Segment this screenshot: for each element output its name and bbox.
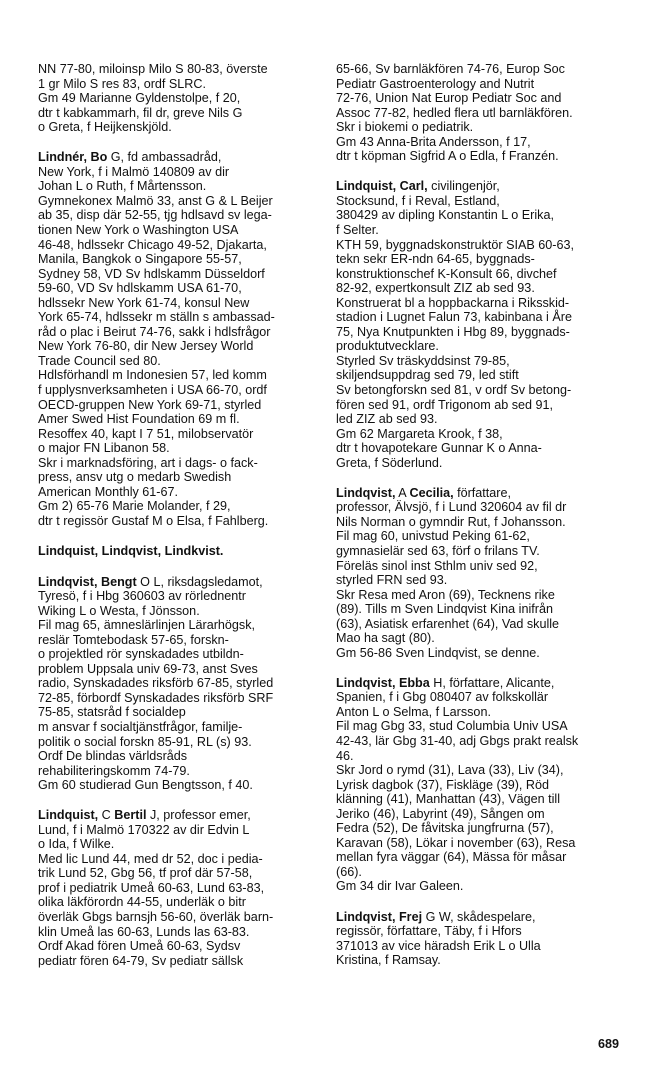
text-line: Wiking L o Westa, f Jönsson. [38, 603, 200, 618]
text-line: NN 77-80, miloinsp Milo S 80-83, överste [38, 62, 268, 76]
text-line: råd o plac i Beirut 74-76, sakk i hdlsfrågor [38, 324, 271, 339]
entry-head-rest: H, författare, Alicante, [429, 675, 555, 690]
text-line: rehabiliteringskomm 74-79. [38, 763, 190, 778]
entry-head-rest: J, professor emer, [146, 808, 251, 823]
entry-head-rest: G W, skådespelare, [422, 909, 536, 924]
entry-head-rest: O L, riksdagsledamot, [136, 574, 263, 589]
text-line: Ordf De blindas världsråds [38, 749, 188, 764]
text-line: Lyrisk dagbok (37), Fiskläge (39), Röd [336, 777, 550, 792]
text-line: gymnasielär sed 63, förf o frilans TV. [336, 543, 540, 558]
entry-head-line [38, 808, 338, 823]
text-line: dtr t regissör Gustaf M o Elsa, f Fahlberg. [38, 513, 269, 528]
text-line: o major FN Libanon 58. [38, 441, 170, 456]
text-line: Föreläs sinol inst Sthlm univ sed 92, [336, 558, 538, 573]
entry-headword: Lindnér, Bo [38, 150, 108, 165]
text-line: 65-66, Sv barnläkfören 74-76, Europ Soc [336, 62, 565, 76]
entry-head-initial: C [98, 808, 115, 823]
text-line: 380429 av dipling Konstantin L o Erika, [336, 208, 554, 223]
text-line: Gm 62 Margareta Krook, f 38, [336, 426, 503, 441]
page-number: 689 [598, 1037, 620, 1051]
entry-head-line [38, 575, 338, 590]
entry-headword: Lindqvist, [336, 485, 396, 500]
text-line: ab 35, disp där 52-55, tjg hdlsavd sv lega- [38, 208, 272, 223]
text-line: press, ansv utg o medarb Swedish [38, 470, 232, 485]
entry-head-rest: civilingenjör, [427, 179, 500, 194]
text-line: Jeriko (46), Labyrint (49), Sången om [336, 806, 545, 821]
text-line: 46. [336, 748, 354, 763]
text-line: Skr Resa med Aron (69), Tecknens rike [336, 587, 555, 602]
text-line: tionen New York o Washington USA [38, 222, 239, 237]
text-line: led ZIZ ab sed 93. [336, 412, 438, 427]
text-line: Karavan (58), Lökar i november (63), Resa [336, 835, 576, 850]
entry-head-line [336, 486, 636, 501]
entry-lindqvist-cecilia [336, 486, 636, 661]
text-line: KTH 59, byggnadskonstruktör SIAB 60-63, [336, 237, 575, 252]
text-line: klin Umeå las 60-63, Lunds las 63-83. [38, 924, 250, 939]
entry-continuation [336, 62, 636, 164]
text-line: New York 76-80, dir New Jersey World [38, 339, 254, 354]
text-line: Spanien, f i Gbg 080407 av folkskollär [336, 690, 549, 705]
text-line: Skr Jord o rymd (31), Lava (33), Liv (34), [336, 763, 564, 778]
text-line: 371013 av vice häradsh Erik L o Ulla [336, 938, 541, 953]
text-line: Skr i biokemi o pediatrik. [336, 120, 474, 135]
text-line: Stocksund, f i Reval, Estland, [336, 193, 500, 208]
text-line: produktutvecklare. [336, 339, 439, 354]
text-line: 75-85, statsråd f socialdep [38, 705, 186, 720]
text-line: Resoffex 40, kapt I 7 51, milobservatör [38, 426, 254, 441]
text-line: o Ida, f Wilke. [38, 837, 115, 852]
text-line: Greta, f Söderlund. [336, 455, 443, 470]
entry-headword-given: Cecilia, [409, 485, 454, 500]
entry-headword: Lindquist, [38, 808, 99, 823]
text-line: regissör, författare, Täby, f i Hfors [336, 924, 522, 939]
text-line: Hdlsförhandl m Indonesien 57, led komm [38, 368, 267, 383]
text-line: Kristina, f Ramsay. [336, 953, 441, 968]
text-line: f upplysnverksamheten i USA 66-70, ordf [38, 382, 267, 397]
text-line: tekn sekr ER-ndn 64-65, byggnads- [336, 252, 535, 267]
section-heading: Lindquist, Lindqvist, Lindkvist. [38, 543, 224, 558]
entry-lindqvist-ebba [336, 676, 636, 894]
text-line: 42-43, lär Gbg 31-40, adj Gbgs prakt realsk [336, 734, 579, 749]
entry-headword-given: Bertil [114, 808, 147, 823]
text-line: American Monthly 61-67. [38, 484, 178, 499]
text-line: Trade Council sed 80. [38, 353, 161, 368]
entry-head-line [336, 179, 636, 194]
text-line: (66). [336, 864, 362, 879]
entry-lindquist-bertil [38, 808, 338, 968]
entry-headword: Lindqvist, Ebba [336, 675, 430, 690]
text-line: m ansvar f socialtjänstfrågor, familje- [38, 719, 243, 734]
text-line: Gm 34 dir Ivar Galeen. [336, 879, 464, 894]
text-line: (63), Asiatisk erfarenhet (64), Vad skulle [336, 616, 560, 631]
text-line: Lund, f i Malmö 170322 av dir Edvin L [38, 822, 250, 837]
entry-headword: Lindqvist, Bengt [38, 574, 137, 589]
left-column [38, 62, 338, 984]
entry-lindqvist-frej [336, 910, 636, 968]
text-line: Fil mag 60, univstud Peking 61-62, [336, 529, 530, 544]
entry-head-initial: A [395, 485, 410, 500]
text-line: politik o social forskn 85-91, RL (s) 93. [38, 734, 252, 749]
text-line: Gm 60 studierad Gun Bengtsson, f 40. [38, 778, 253, 793]
text-line: styrled FRN sed 93. [336, 573, 448, 588]
text-line: York 65-74, hdlssekr m ställn s ambassad- [38, 310, 275, 325]
text-line: f Selter. [336, 222, 379, 237]
text-line: Ordf Akad fören Umeå 60-63, Sydsv [38, 939, 241, 954]
text-line: mellan fyra väggar (64), Mässa för måsar [336, 850, 567, 865]
text-line: reslär Tomtebodask 57-65, forskn- [38, 632, 229, 647]
text-line: o Greta, f Heijkenskjöld. [38, 120, 172, 135]
text-line: OECD-gruppen New York 69-71, styrled [38, 397, 262, 412]
text-line: olika läkförordn 44-55, underläk o bitr [38, 895, 246, 910]
text-line: pediatr fören 64-79, Sv pediatr sällsk [38, 953, 244, 968]
text-line: dtr t hovapotekare Gunnar K o Anna- [336, 441, 542, 456]
text-line: Mao ha sagt (80). [336, 631, 435, 646]
text-line: Pediatr Gastroenterology and Nutrit [336, 76, 535, 91]
text-line: hdlssekr New York 61-74, konsul New [38, 295, 250, 310]
text-line: konstruktionschef K-Konsult 66, divchef [336, 266, 557, 281]
text-line: Amer Swed Hist Foundation 69 m fl. [38, 412, 240, 427]
text-line: Anton L o Selma, f Larsson. [336, 704, 491, 719]
entry-continuation [38, 62, 338, 135]
text-line: 59-60, VD Sv hdlskamm USA 61-70, [38, 281, 242, 296]
entry-lindquist-carl [336, 179, 636, 470]
entry-headword: Lindquist, Carl, [336, 179, 428, 194]
entry-lindqvist-bengt [38, 575, 338, 793]
text-line: Skr i marknadsföring, art i dags- o fack- [38, 455, 258, 470]
text-line: 72-85, förbordf Synskadades riksförb SRF [38, 690, 274, 705]
entry-head-rest: G, fd ambassadråd, [107, 150, 222, 165]
text-line: professor, Älvsjö, f i Lund 320604 av fil dr [336, 500, 567, 515]
text-line: New York, f i Malmö 140809 av dir [38, 164, 230, 179]
text-line: Manila, Bangkok o Singapore 55-57, [38, 252, 242, 267]
text-line: (89). Tills m Sven Lindqvist Kina inifrån [336, 602, 553, 617]
text-line: Johan L o Ruth, f Mårtensson. [38, 179, 207, 194]
text-line: 1 gr Milo S res 83, ordf SLRC. [38, 76, 206, 91]
text-line: stadion i Lugnet Falun 73, kabinbana i Åre [336, 310, 572, 325]
text-line: Gm 43 Anna-Brita Andersson, f 17, [336, 134, 531, 149]
text-line: Med lic Lund 44, med dr 52, doc i pedia- [38, 851, 263, 866]
text-line: Gymnekonex Malmö 33, anst G & L Beijer [38, 193, 273, 208]
entry-headword: Lindqvist, Frej [336, 909, 423, 924]
text-line: Assoc 77-82, hedled flera utl barnläkfören. [336, 105, 573, 120]
text-line: trik Lund 52, Gbg 56, tf prof där 57-58, [38, 866, 253, 881]
text-line: prof i pediatrik Umeå 60-63, Lund 63-83, [38, 880, 265, 895]
text-line: överläk Gbgs barnsjh 56-60, överläk barn- [38, 910, 274, 925]
text-line: Gm 56-86 Sven Lindqvist, se denne. [336, 645, 540, 660]
text-line: radio, Synskadades riksförb 67-85, styrled [38, 676, 274, 691]
text-line: Konstruerat bl a hoppbackarna i Riksskid- [336, 295, 570, 310]
text-line: Fil mag 65, ämneslärlinjen Lärarhögsk, [38, 618, 255, 633]
text-line: fören sed 91, ordf Trigonom ab sed 91, [336, 397, 554, 412]
entry-head-line [38, 150, 338, 165]
text-line: dtr t kabkammarh, fil dr, greve Nils G [38, 105, 243, 120]
text-line: problem Uppsala univ 69-73, anst Sves [38, 661, 258, 676]
text-line: 46-48, hdlssekr Chicago 49-52, Djakarta, [38, 237, 267, 252]
entry-head-line [336, 910, 636, 925]
text-line: Sydney 58, VD Sv hdlskamm Düsseldorf [38, 266, 265, 281]
text-line: Nils Norman o gymndir Rut, f Johansson. [336, 514, 566, 529]
text-line: Tyresö, f i Hbg 360603 av rörlednentr [38, 589, 246, 604]
text-line: dtr t köpman Sigfrid A o Edla, f Franzén. [336, 149, 559, 164]
text-line: Fil mag Gbg 33, stud Columbia Univ USA [336, 719, 568, 734]
text-line: 72-76, Union Nat Europ Pediatr Soc and [336, 91, 562, 106]
right-column [336, 62, 636, 983]
entry-head-line [336, 676, 636, 691]
text-line: Fedra (52), De fåvitska jungfrurna (57), [336, 821, 554, 836]
text-line: 75, Nya Knutpunkten i Hbg 89, byggnads- [336, 324, 570, 339]
entry-head-rest: författare, [453, 485, 512, 500]
text-line: Sv betongforskn sed 81, v ordf Sv betong- [336, 382, 572, 397]
text-line: o projektled rör synskadades utbildn- [38, 647, 244, 662]
text-line: Gm 2) 65-76 Marie Molander, f 29, [38, 499, 231, 514]
entry-lindner-bo [38, 150, 338, 528]
text-line: 82-92, expertkonsult ZIZ ab sed 93. [336, 281, 535, 296]
text-line: skiljendsuppdrag sed 79, led stift [336, 368, 519, 383]
text-line: Styrled Sv träskyddsinst 79-85, [336, 353, 510, 368]
text-line: Gm 49 Marianne Gyldenstolpe, f 20, [38, 91, 241, 106]
text-line: klänning (41), Manhattan (43), Vägen till [336, 792, 561, 807]
